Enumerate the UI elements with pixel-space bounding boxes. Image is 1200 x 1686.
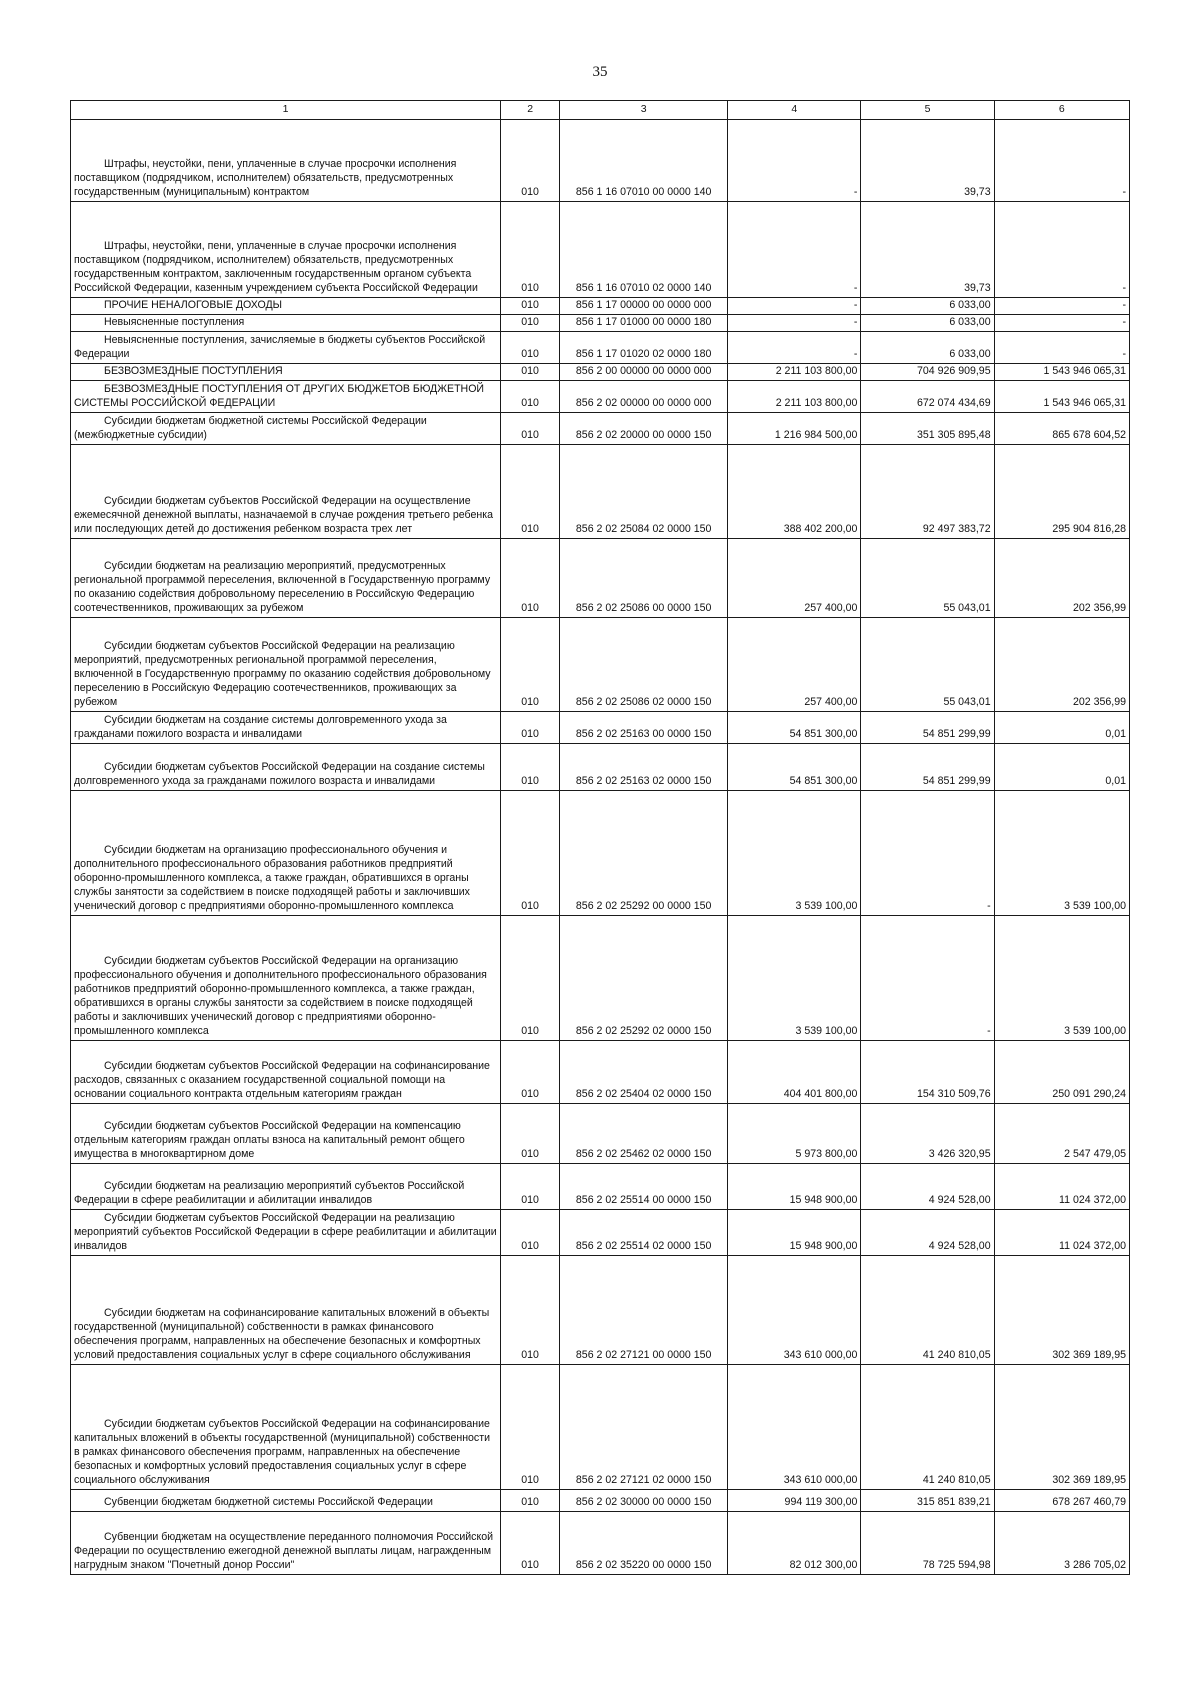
row-name: Субсидии бюджетам субъектов Российской Федерации на софинансирование расходов, связанных с оказанием государственной социальной помощи на основании социального контракта отдельным категориям граждан bbox=[71, 1041, 501, 1104]
row-col-6-value: 1 543 946 065,31 bbox=[994, 381, 1129, 413]
row-col-6-value: 0,01 bbox=[994, 744, 1129, 791]
table-row bbox=[71, 445, 1130, 539]
row-budget-code: 856 2 02 27121 02 0000 150 bbox=[560, 1365, 728, 1490]
row-col-4-value: 3 539 100,00 bbox=[728, 916, 861, 1041]
row-budget-code: 856 1 16 07010 02 0000 140 bbox=[560, 202, 728, 298]
row-col-4-value: 343 610 000,00 bbox=[728, 1256, 861, 1365]
table-row bbox=[71, 1164, 1130, 1210]
row-name: Субвенции бюджетам на осуществление переданного полномочия Российской Федерации по осуществлению ежегодной денежной выплаты лицам, награжденным нагрудным знаком "Почетный донор России" bbox=[71, 1512, 501, 1575]
table-row bbox=[71, 413, 1130, 445]
row-col-5-value: 704 926 909,95 bbox=[861, 364, 994, 381]
row-name: ПРОЧИЕ НЕНАЛОГОВЫЕ ДОХОДЫ bbox=[71, 298, 501, 315]
row-col-5-value: 41 240 810,05 bbox=[861, 1256, 994, 1365]
row-name: Субсидии бюджетам субъектов Российской Федерации на реализацию мероприятий, предусмотренных региональной программой переселения, включенной в Государственную программу по оказанию содействия добровольному переселению в Российскую Федерацию соотечественников, проживающих за рубежом bbox=[71, 618, 501, 712]
row-name: Субсидии бюджетам на организацию профессионального обучения и дополнительного профессионального образования работников предприятий оборонно-промышленного комплекса, а также граждан, обратившихся в органы службы занятости за содействием в поиске подходящей работы и заключивших ученический договор с предприятиями оборонно-промышленного комплекса bbox=[71, 791, 501, 916]
row-col-5-value: 78 725 594,98 bbox=[861, 1512, 994, 1575]
row-col-6-value: 202 356,99 bbox=[994, 539, 1129, 618]
row-col-4-value: 82 012 300,00 bbox=[728, 1512, 861, 1575]
row-name: Штрафы, неустойки, пени, уплаченные в случае просрочки исполнения поставщиком (подрядчиком, исполнителем) обязательств, предусмотренных государственным контрактом, заключенным государственным органом субъекта Российской Федерации, казенным учреждением субъекта Российской Федерации bbox=[71, 202, 501, 298]
row-line-code: 010 bbox=[501, 364, 560, 381]
table-row bbox=[71, 1365, 1130, 1490]
row-col-4-value: 54 851 300,00 bbox=[728, 744, 861, 791]
row-col-5-value: - bbox=[861, 791, 994, 916]
row-col-6-value: 250 091 290,24 bbox=[994, 1041, 1129, 1104]
row-name: Невыясненные поступления bbox=[71, 315, 501, 332]
row-col-5-value: 672 074 434,69 bbox=[861, 381, 994, 413]
budget-report-table bbox=[70, 100, 1130, 1575]
table-row bbox=[71, 298, 1130, 315]
row-budget-code: 856 2 02 25084 02 0000 150 bbox=[560, 445, 728, 539]
table-row bbox=[71, 791, 1130, 916]
row-col-5-value: 39,73 bbox=[861, 120, 994, 202]
row-name: Субсидии бюджетам бюджетной системы Российской Федерации (межбюджетные субсидии) bbox=[71, 413, 501, 445]
header-col-6: 6 bbox=[994, 101, 1129, 120]
row-budget-code: 856 2 02 00000 00 0000 000 bbox=[560, 381, 728, 413]
row-col-4-value: 404 401 800,00 bbox=[728, 1041, 861, 1104]
table-row bbox=[71, 202, 1130, 298]
row-line-code: 010 bbox=[501, 1512, 560, 1575]
row-budget-code: 856 1 17 00000 00 0000 000 bbox=[560, 298, 728, 315]
row-col-6-value: - bbox=[994, 315, 1129, 332]
table-row bbox=[71, 1104, 1130, 1164]
row-line-code: 010 bbox=[501, 791, 560, 916]
row-col-5-value: 41 240 810,05 bbox=[861, 1365, 994, 1490]
row-col-4-value: 2 211 103 800,00 bbox=[728, 364, 861, 381]
row-line-code: 010 bbox=[501, 381, 560, 413]
row-col-4-value: - bbox=[728, 332, 861, 364]
row-col-5-value: 92 497 383,72 bbox=[861, 445, 994, 539]
row-col-5-value: 55 043,01 bbox=[861, 539, 994, 618]
row-budget-code: 856 2 02 25292 00 0000 150 bbox=[560, 791, 728, 916]
row-col-6-value: 1 543 946 065,31 bbox=[994, 364, 1129, 381]
row-col-6-value: 202 356,99 bbox=[994, 618, 1129, 712]
row-budget-code: 856 2 02 25086 00 0000 150 bbox=[560, 539, 728, 618]
row-budget-code: 856 2 02 25292 02 0000 150 bbox=[560, 916, 728, 1041]
table-row bbox=[71, 1256, 1130, 1365]
header-col-4: 4 bbox=[728, 101, 861, 120]
page-number: 35 bbox=[592, 64, 608, 80]
row-col-4-value: - bbox=[728, 120, 861, 202]
row-budget-code: 856 1 16 07010 00 0000 140 bbox=[560, 120, 728, 202]
table-row bbox=[71, 332, 1130, 364]
table-row bbox=[71, 1210, 1130, 1256]
row-name: Субсидии бюджетам на реализацию мероприятий, предусмотренных региональной программой переселения, включенной в Государственную программу по оказанию содействия добровольному переселению в Российскую Федерацию соотечественников, проживающих за рубежом bbox=[71, 539, 501, 618]
row-col-6-value: 11 024 372,00 bbox=[994, 1164, 1129, 1210]
table-row bbox=[71, 1490, 1130, 1512]
row-col-4-value: - bbox=[728, 315, 861, 332]
row-col-5-value: 4 924 528,00 bbox=[861, 1210, 994, 1256]
row-col-4-value: 388 402 200,00 bbox=[728, 445, 861, 539]
row-line-code: 010 bbox=[501, 332, 560, 364]
header-row bbox=[71, 101, 1130, 120]
row-budget-code: 856 2 02 25404 02 0000 150 bbox=[560, 1041, 728, 1104]
row-name: Субсидии бюджетам субъектов Российской Федерации на осуществление ежемесячной денежной выплаты, назначаемой в случае рождения третьего ребенка или последующих детей до достижения ребенком возраста трех лет bbox=[71, 445, 501, 539]
table-row bbox=[71, 315, 1130, 332]
row-name: Субсидии бюджетам на реализацию мероприятий субъектов Российской Федерации в сфере реабилитации и абилитации инвалидов bbox=[71, 1164, 501, 1210]
row-budget-code: 856 1 17 01020 02 0000 180 bbox=[560, 332, 728, 364]
row-name: Субсидии бюджетам субъектов Российской Федерации на организацию профессионального обучения и дополнительного профессионального образования работников предприятий оборонно-промышленного комплекса, а также граждан, обратившихся в органы службы занятости за содействием в поиске подходящей работы и заключивших ученический договор с предприятиями оборонно-промышленного комплекса bbox=[71, 916, 501, 1041]
row-col-5-value: 55 043,01 bbox=[861, 618, 994, 712]
table-row bbox=[71, 364, 1130, 381]
row-col-6-value: - bbox=[994, 120, 1129, 202]
row-budget-code: 856 2 00 00000 00 0000 000 bbox=[560, 364, 728, 381]
row-col-6-value: 302 369 189,95 bbox=[994, 1256, 1129, 1365]
row-budget-code: 856 2 02 25462 02 0000 150 bbox=[560, 1104, 728, 1164]
row-name: Невыясненные поступления, зачисляемые в бюджеты субъектов Российской Федерации bbox=[71, 332, 501, 364]
row-budget-code: 856 2 02 30000 00 0000 150 bbox=[560, 1490, 728, 1512]
table-row bbox=[71, 381, 1130, 413]
row-line-code: 010 bbox=[501, 1256, 560, 1365]
row-line-code: 010 bbox=[501, 413, 560, 445]
row-name: Штрафы, неустойки, пени, уплаченные в случае просрочки исполнения поставщиком (подрядчиком, исполнителем) обязательств, предусмотренных государственным (муниципальным) контрактом bbox=[71, 120, 501, 202]
row-line-code: 010 bbox=[501, 916, 560, 1041]
row-line-code: 010 bbox=[501, 712, 560, 744]
row-budget-code: 856 2 02 35220 00 0000 150 bbox=[560, 1512, 728, 1575]
row-name: Субвенции бюджетам бюджетной системы Российской Федерации bbox=[71, 1490, 501, 1512]
row-budget-code: 856 2 02 25086 02 0000 150 bbox=[560, 618, 728, 712]
row-line-code: 010 bbox=[501, 202, 560, 298]
row-line-code: 010 bbox=[501, 1365, 560, 1490]
row-budget-code: 856 2 02 25163 02 0000 150 bbox=[560, 744, 728, 791]
row-col-4-value: - bbox=[728, 298, 861, 315]
row-name: Субсидии бюджетам на софинансирование капитальных вложений в объекты государственной (муниципальной) собственности в рамках финансового обеспечения программ, направленных на обеспечение безопасных и комфортных условий предоставления социальных услуг в сфере социального обслуживания bbox=[71, 1256, 501, 1365]
row-col-4-value: 15 948 900,00 bbox=[728, 1210, 861, 1256]
row-col-6-value: 3 539 100,00 bbox=[994, 791, 1129, 916]
row-name: Субсидии бюджетам субъектов Российской Федерации на софинансирование капитальных вложений в объекты государственной (муниципальной) собственности в рамках финансового обеспечения программ, направленных на обеспечение безопасных и комфортных условий предоставления социальных услуг в сфере социального обслуживания bbox=[71, 1365, 501, 1490]
header-col-1: 1 bbox=[71, 101, 501, 120]
table-row bbox=[71, 1512, 1130, 1575]
row-name: Субсидии бюджетам субъектов Российской Федерации на создание системы долговременного ухода за гражданами пожилого возраста и инвалидами bbox=[71, 744, 501, 791]
row-col-5-value: 154 310 509,76 bbox=[861, 1041, 994, 1104]
row-col-4-value: 343 610 000,00 bbox=[728, 1365, 861, 1490]
row-col-5-value: 39,73 bbox=[861, 202, 994, 298]
row-line-code: 010 bbox=[501, 744, 560, 791]
row-col-6-value: 302 369 189,95 bbox=[994, 1365, 1129, 1490]
row-name: Субсидии бюджетам субъектов Российской Федерации на компенсацию отдельным категориям граждан оплаты взноса на капитальный ремонт общего имущества в многоквартирном доме bbox=[71, 1104, 501, 1164]
row-budget-code: 856 2 02 25163 00 0000 150 bbox=[560, 712, 728, 744]
row-line-code: 010 bbox=[501, 315, 560, 332]
row-col-6-value: 0,01 bbox=[994, 712, 1129, 744]
row-col-6-value: - bbox=[994, 298, 1129, 315]
row-col-6-value: - bbox=[994, 202, 1129, 298]
table-row bbox=[71, 120, 1130, 202]
table-row bbox=[71, 1041, 1130, 1104]
row-col-4-value: 2 211 103 800,00 bbox=[728, 381, 861, 413]
row-line-code: 010 bbox=[501, 298, 560, 315]
row-col-6-value: 678 267 460,79 bbox=[994, 1490, 1129, 1512]
row-col-5-value: 351 305 895,48 bbox=[861, 413, 994, 445]
table-row bbox=[71, 712, 1130, 744]
row-col-4-value: 5 973 800,00 bbox=[728, 1104, 861, 1164]
row-col-4-value: 3 539 100,00 bbox=[728, 791, 861, 916]
row-line-code: 010 bbox=[501, 1104, 560, 1164]
row-col-6-value: 295 904 816,28 bbox=[994, 445, 1129, 539]
row-name: Субсидии бюджетам субъектов Российской Федерации на реализацию мероприятий субъектов Российской Федерации в сфере реабилитации и абилитации инвалидов bbox=[71, 1210, 501, 1256]
table-row bbox=[71, 744, 1130, 791]
table-row bbox=[71, 916, 1130, 1041]
row-name: Субсидии бюджетам на создание системы долговременного ухода за гражданами пожилого возраста и инвалидами bbox=[71, 712, 501, 744]
row-col-4-value: 54 851 300,00 bbox=[728, 712, 861, 744]
report-body bbox=[71, 120, 1130, 1575]
row-line-code: 010 bbox=[501, 120, 560, 202]
header-col-2: 2 bbox=[501, 101, 560, 120]
row-budget-code: 856 2 02 25514 00 0000 150 bbox=[560, 1164, 728, 1210]
row-budget-code: 856 2 02 20000 00 0000 150 bbox=[560, 413, 728, 445]
row-col-4-value: 15 948 900,00 bbox=[728, 1164, 861, 1210]
row-name: БЕЗВОЗМЕЗДНЫЕ ПОСТУПЛЕНИЯ ОТ ДРУГИХ БЮДЖЕТОВ БЮДЖЕТНОЙ СИСТЕМЫ РОССИЙСКОЙ ФЕДЕРАЦИИ bbox=[71, 381, 501, 413]
row-line-code: 010 bbox=[501, 1210, 560, 1256]
row-col-6-value: 11 024 372,00 bbox=[994, 1210, 1129, 1256]
row-col-4-value: 1 216 984 500,00 bbox=[728, 413, 861, 445]
row-col-5-value: 4 924 528,00 bbox=[861, 1164, 994, 1210]
row-col-4-value: 994 119 300,00 bbox=[728, 1490, 861, 1512]
row-col-6-value: 3 286 705,02 bbox=[994, 1512, 1129, 1575]
table-row bbox=[71, 618, 1130, 712]
row-line-code: 010 bbox=[501, 539, 560, 618]
row-col-5-value: 54 851 299,99 bbox=[861, 712, 994, 744]
header-col-3: 3 bbox=[560, 101, 728, 120]
header-col-5: 5 bbox=[861, 101, 994, 120]
row-col-4-value: - bbox=[728, 202, 861, 298]
row-line-code: 010 bbox=[501, 1490, 560, 1512]
row-col-5-value: 3 426 320,95 bbox=[861, 1104, 994, 1164]
row-col-6-value: 3 539 100,00 bbox=[994, 916, 1129, 1041]
row-col-5-value: 6 033,00 bbox=[861, 298, 994, 315]
row-col-4-value: 257 400,00 bbox=[728, 539, 861, 618]
row-col-6-value: 2 547 479,05 bbox=[994, 1104, 1129, 1164]
table-row bbox=[71, 539, 1130, 618]
row-line-code: 010 bbox=[501, 618, 560, 712]
row-name: БЕЗВОЗМЕЗДНЫЕ ПОСТУПЛЕНИЯ bbox=[71, 364, 501, 381]
row-col-5-value: 315 851 839,21 bbox=[861, 1490, 994, 1512]
row-col-5-value: 6 033,00 bbox=[861, 332, 994, 364]
row-col-5-value: 6 033,00 bbox=[861, 315, 994, 332]
row-col-5-value: 54 851 299,99 bbox=[861, 744, 994, 791]
row-col-4-value: 257 400,00 bbox=[728, 618, 861, 712]
row-col-6-value: 865 678 604,52 bbox=[994, 413, 1129, 445]
row-col-5-value: - bbox=[861, 916, 994, 1041]
row-line-code: 010 bbox=[501, 445, 560, 539]
row-line-code: 010 bbox=[501, 1164, 560, 1210]
row-line-code: 010 bbox=[501, 1041, 560, 1104]
row-budget-code: 856 2 02 27121 00 0000 150 bbox=[560, 1256, 728, 1365]
row-budget-code: 856 1 17 01000 00 0000 180 bbox=[560, 315, 728, 332]
row-budget-code: 856 2 02 25514 02 0000 150 bbox=[560, 1210, 728, 1256]
row-col-6-value: - bbox=[994, 332, 1129, 364]
